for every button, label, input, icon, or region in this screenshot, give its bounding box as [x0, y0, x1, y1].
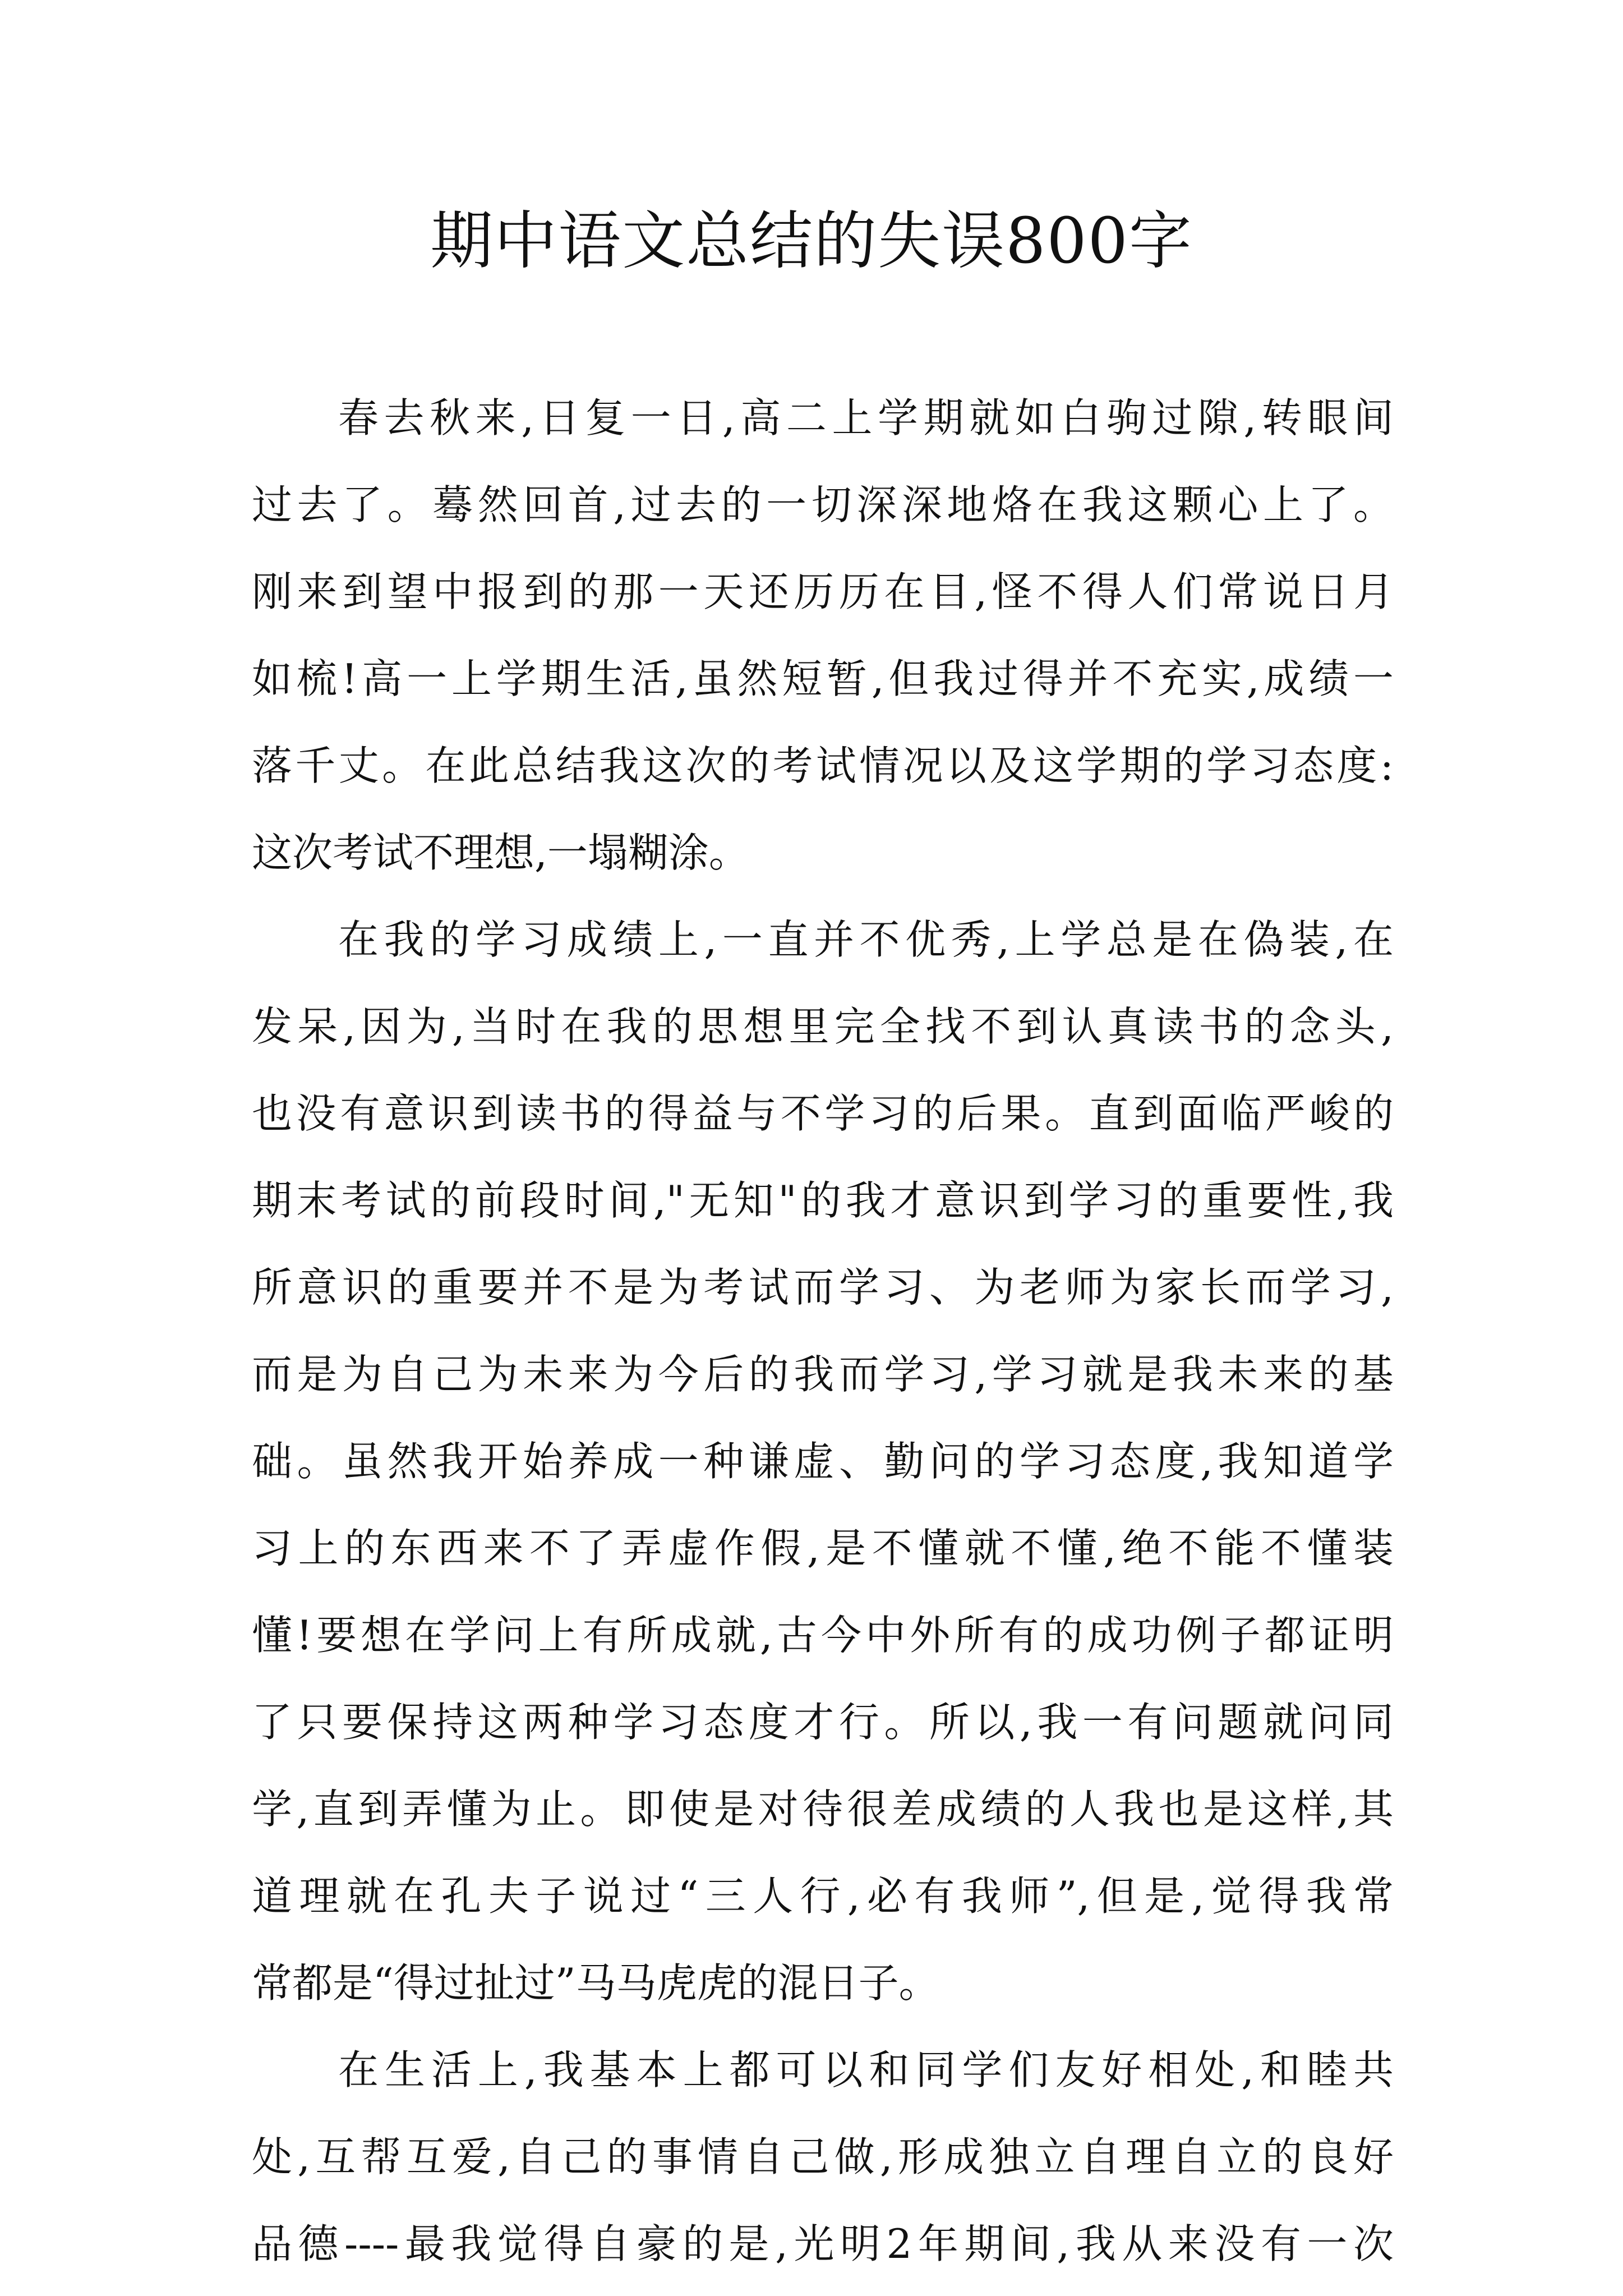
paragraph-line: 学,直到弄懂为止。即使是对待很差成绩的人我也是这样,其	[252, 1786, 1394, 1833]
paragraph-line: 在我的学习成绩上,一直并不优秀,上学总是在偽装,在	[338, 916, 1394, 963]
paragraph-line: 了只要保持这两种学习态度才行。所以,我一有问题就问同	[252, 1699, 1394, 1746]
paragraph-line: 品德----最我觉得自豪的是,光明2年期间,我从来没有一次	[252, 2220, 1394, 2267]
paragraph-line: 期末考试的前段时间,"无知"的我才意识到学习的重要性,我	[252, 1177, 1394, 1224]
paragraph-line: 刚来到望中报到的那一天还历历在目,怪不得人们常说日月	[252, 568, 1394, 615]
paragraph-line: 如梳!高一上学期生活,虽然短暂,但我过得并不充实,成绩一	[252, 655, 1394, 702]
paragraph-line: 春去秋来,日复一日,高二上学期就如白驹过隙,转眼间	[338, 394, 1394, 441]
paragraph-line: 而是为自己为未来为今后的我而学习,学习就是我未来的基	[252, 1351, 1394, 1398]
paragraph-line: 也没有意识到读书的得益与不学习的后果。直到面临严峻的	[252, 1090, 1394, 1137]
paragraph-line: 常都是“得过扯过”马马虎虎的混日子。	[252, 1959, 939, 2007]
paragraph-line: 习上的东西来不了弄虚作假,是不懂就不懂,绝不能不懂装	[252, 1525, 1394, 1572]
paragraph-line: 落千丈。在此总结我这次的考试情况以及这学期的学习态度:	[252, 742, 1394, 789]
paragraph-line: 这次考试不理想,一塌糊涂。	[252, 829, 749, 876]
paragraph-line: 发呆,因为,当时在我的思想里完全找不到认真读书的念头,	[252, 1003, 1394, 1050]
paragraph-line: 础。虽然我开始养成一种谦虚、勤问的学习态度,我知道学	[252, 1438, 1394, 1485]
paragraph-line: 处,互帮互爱,自己的事情自己做,形成独立自理自立的良好	[252, 2133, 1394, 2180]
paragraph-line: 所意识的重要并不是为考试而学习、为老师为家长而学习,	[252, 1264, 1394, 1311]
paragraph-line: 过去了。蓦然回首,过去的一切深深地烙在我这颗心上了。	[252, 481, 1394, 528]
document-title: 期中语文总结的失误800字	[430, 205, 1193, 278]
paragraph-line: 在生活上,我基本上都可以和同学们友好相处,和睦共	[338, 2046, 1394, 2093]
paragraph-line: 道理就在孔夫子说过“三人行,必有我师”,但是,觉得我常	[252, 1872, 1394, 1920]
paragraph-line: 懂!要想在学问上有所成就,古今中外所有的成功例子都证明	[252, 1612, 1394, 1659]
